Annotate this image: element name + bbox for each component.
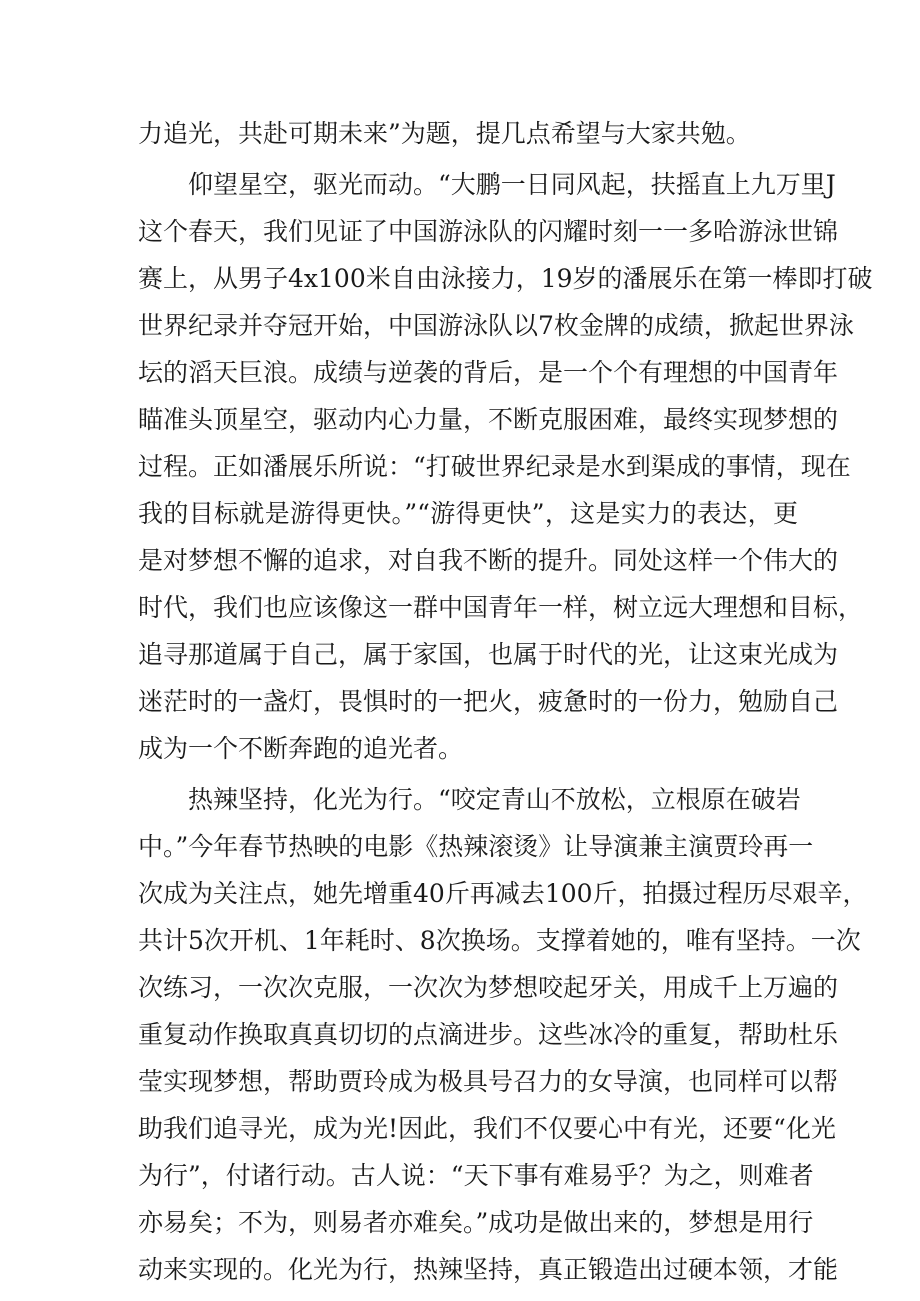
text-line: 共计5次开机、1年耗时、8次换场。支撑着她的，唯有坚持。一次	[138, 926, 861, 955]
text-line: 力追光，共赴可期未来”为题，提几点希望与大家共勉。	[138, 119, 751, 148]
text-line: 瞄准头顶星空，驱动内心力量，不断克服困难，最终实现梦想的	[138, 405, 839, 434]
text-line: 追寻那道属于自己，属于家国，也属于时代的光，让这束光成为	[138, 640, 839, 669]
text-line: 赛上，从男子4x100米自由泳接力，19岁的潘展乐在第一棒即打破	[138, 264, 873, 293]
text-line: 过程。正如潘展乐所说：“打破世界纪录是水到渠成的事情，现在	[138, 452, 851, 481]
text-line: 次成为关注点，她先增重40斤再减去100斤，拍摄过程历尽艰辛，	[138, 879, 868, 908]
text-line: 亦易矣；不为，则易者亦难矣。”成功是做出来的，梦想是用行	[138, 1208, 814, 1237]
text-line: 是对梦想不懈的追求，对自我不断的提升。同处这样一个伟大的	[138, 546, 839, 575]
text-line: 次练习，一次次克服，一次次为梦想咬起牙关，用成千上万遍的	[138, 973, 839, 1002]
text-line: 助我们追寻光，成为光!因此，我们不仅要心中有光，还要“化光	[138, 1114, 836, 1143]
text-line: 迷茫时的一盏灯，畏惧时的一把火，疲惫时的一份力，勉励自己	[138, 687, 839, 716]
text-line: 重复动作换取真真切切的点滴进步。这些冰冷的重复，帮助杜乐	[138, 1020, 839, 1049]
document-body	[138, 110, 873, 1293]
text-line: 为行”，付诸行动。古人说：“天下事有难易乎？为之，则难者	[138, 1161, 814, 1190]
paragraph-first-line: 仰望星空，驱光而动。“大鹏一日同风起，扶摇直上九万里J	[188, 170, 836, 199]
text-line: 坛的滔天巨浪。成绩与逆袭的背后，是一个个有理想的中国青年	[138, 358, 839, 387]
paragraph-first-line: 热辣坚持，化光为行。“咬定青山不放松，立根原在破岩	[188, 785, 801, 814]
text-line: 动来实现的。化光为行，热辣坚持，真正锻造出过硬本领，才能	[138, 1255, 839, 1284]
text-line: 中。”今年春节热映的电影《热辣滚烫》让导演兼主演贾玲再一	[138, 832, 814, 861]
text-line: 我的目标就是游得更快。”“游得更快”，这是实力的表达，更	[138, 499, 798, 528]
text-line: 世界纪录并夺冠开始，中国游泳队以7枚金牌的成绩，掀起世界泳	[138, 311, 854, 340]
text-line: 莹实现梦想，帮助贾玲成为极具号召力的女导演，也同样可以帮	[138, 1067, 839, 1096]
text-line: 成为一个不断奔跑的追光者。	[138, 734, 464, 763]
text-line: 这个春天，我们见证了中国游泳队的闪耀时刻一一多哈游泳世锦	[138, 217, 839, 246]
text-line: 时代，我们也应该像这一群中国青年一样，树立远大理想和目标，	[138, 593, 864, 622]
